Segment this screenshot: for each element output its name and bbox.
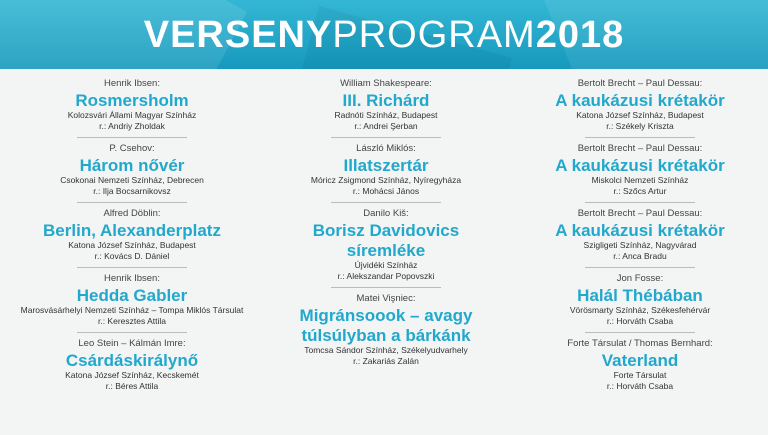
entry-director: r.: Anca Bradu	[613, 251, 667, 261]
entry-venue: Katona József Színház, Kecskemét	[65, 370, 199, 380]
entry-venue: Tomcsa Sándor Színház, Székelyudvarhely	[304, 345, 468, 355]
entry-separator	[331, 202, 441, 203]
entry-author: Bertolt Brecht – Paul Dessau:	[577, 78, 703, 89]
entry-author: Jon Fosse:	[616, 273, 664, 284]
entry-director: r.: Andriy Zholdak	[99, 121, 165, 131]
entry-separator	[331, 287, 441, 288]
entry-play-title: Három nővér	[79, 156, 185, 175]
program-entry	[520, 338, 760, 392]
entry-director: r.: Székely Kriszta	[606, 121, 674, 131]
entry-venue: Újvidéki Színház	[354, 260, 418, 270]
entry-separator	[585, 267, 695, 268]
entry-venue: Katona József Színház, Budapest	[576, 110, 704, 120]
program-entry	[262, 293, 510, 367]
entry-venue: Móricz Zsigmond Színház, Nyíregyháza	[310, 175, 462, 185]
program-entry	[8, 273, 256, 327]
entry-venue: Kolozsvári Állami Magyar Színház	[67, 110, 197, 120]
entry-venue: Marosvásárhelyi Nemzeti Színház – Tompa Miklós Társulat	[20, 305, 244, 315]
entry-venue: Szigligeti Színház, Nagyvárad	[583, 240, 697, 250]
entry-author: Henrik Ibsen:	[104, 78, 160, 89]
program-column-3	[520, 78, 760, 392]
program-entry	[520, 208, 760, 262]
entry-venue: Csokonai Nemzeti Színház, Debrecen	[60, 175, 204, 185]
entry-director: r.: Szőcs Artur	[613, 186, 667, 196]
page-title	[0, 12, 768, 58]
entry-director: r.: Mohácsi János	[352, 186, 420, 196]
entry-venue: Radnóti Színház, Budapest	[334, 110, 438, 120]
entry-play-title: Hedda Gabler	[76, 286, 188, 305]
entry-play-title: Vaterland	[601, 351, 679, 370]
program-entry	[262, 208, 510, 282]
entry-director: r.: Andrei Şerban	[354, 121, 418, 131]
entry-separator	[77, 202, 187, 203]
program-column-2	[262, 78, 510, 367]
entry-venue: Katona József Színház, Budapest	[68, 240, 196, 250]
entry-play-title: Berlin, Alexanderplatz	[43, 221, 221, 240]
entry-venue: Miskolci Nemzeti Színház	[591, 175, 689, 185]
entry-director: r.: Kovács D. Dániel	[94, 251, 170, 261]
entry-director: r.: Béres Attila	[105, 381, 159, 391]
entry-separator	[77, 332, 187, 333]
entry-author: P. Csehov:	[109, 143, 155, 154]
program-entry	[262, 78, 510, 132]
entry-play-title: A kaukázusi krétakör	[555, 156, 725, 175]
program-entry	[520, 273, 760, 327]
program-entry	[520, 143, 760, 197]
entry-play-title: Csárdáskirálynő	[65, 351, 199, 370]
entry-play-title: túlsúlyban a bárkánk	[301, 326, 471, 345]
entry-director: r.: Horváth Csaba	[606, 381, 674, 391]
entry-play-title: Rosmersholm	[75, 91, 189, 110]
entry-play-title: Borisz Davidovics	[312, 221, 460, 240]
entry-author: Matei Vişniec:	[356, 293, 416, 304]
entry-play-title: Halál Thébában	[577, 286, 703, 305]
entry-separator	[585, 332, 695, 333]
entry-play-title: III. Richárd	[342, 91, 430, 110]
entry-author: Alfred Döblin:	[103, 208, 161, 219]
program-entry	[8, 78, 256, 132]
entry-author: Henrik Ibsen:	[104, 273, 160, 284]
entry-director: r.: Keresztes Attila	[97, 316, 167, 326]
entry-play-title: A kaukázusi krétakör	[555, 221, 725, 240]
entry-play-title: Migránsoook – avagy	[299, 306, 473, 325]
entry-venue: Vörösmarty Színház, Székesfehérvár	[569, 305, 711, 315]
entry-director: r.: Horváth Csaba	[606, 316, 674, 326]
entry-author: Forte Társulat / Thomas Bernhard:	[567, 338, 713, 349]
entry-director: r.: Alekszandar Popovszki	[337, 271, 435, 281]
entry-play-title: síremléke	[346, 241, 426, 260]
program-entry	[8, 338, 256, 392]
entry-author: Bertolt Brecht – Paul Dessau:	[577, 143, 703, 154]
entry-author: Leo Stein – Kálmán Imre:	[78, 338, 186, 349]
program-entry	[262, 143, 510, 197]
entry-separator	[585, 137, 695, 138]
entry-play-title: A kaukázusi krétakör	[555, 91, 725, 110]
entry-director: r.: Ilja Bocsarnikovsz	[93, 186, 171, 196]
program-entry	[8, 143, 256, 197]
program-entry	[8, 208, 256, 262]
entry-play-title: Illatszertár	[343, 156, 429, 175]
entry-author: Danilo Kiš:	[363, 208, 409, 219]
entry-venue: Forte Társulat	[613, 370, 667, 380]
title-light: PROGRAM	[332, 14, 536, 56]
entry-separator	[77, 137, 187, 138]
entry-director: r.: Zakariás Zalán	[353, 356, 419, 366]
entry-separator	[77, 267, 187, 268]
title-bold: VERSENY	[143, 14, 333, 56]
entry-author: Bertolt Brecht – Paul Dessau:	[577, 208, 703, 219]
entry-author: William Shakespeare:	[340, 78, 432, 89]
program-entry	[520, 78, 760, 132]
title-year: 2018	[535, 14, 625, 56]
program-column-1	[8, 78, 256, 392]
entry-author: László Miklós:	[356, 143, 416, 154]
entry-separator	[331, 137, 441, 138]
entry-separator	[585, 202, 695, 203]
